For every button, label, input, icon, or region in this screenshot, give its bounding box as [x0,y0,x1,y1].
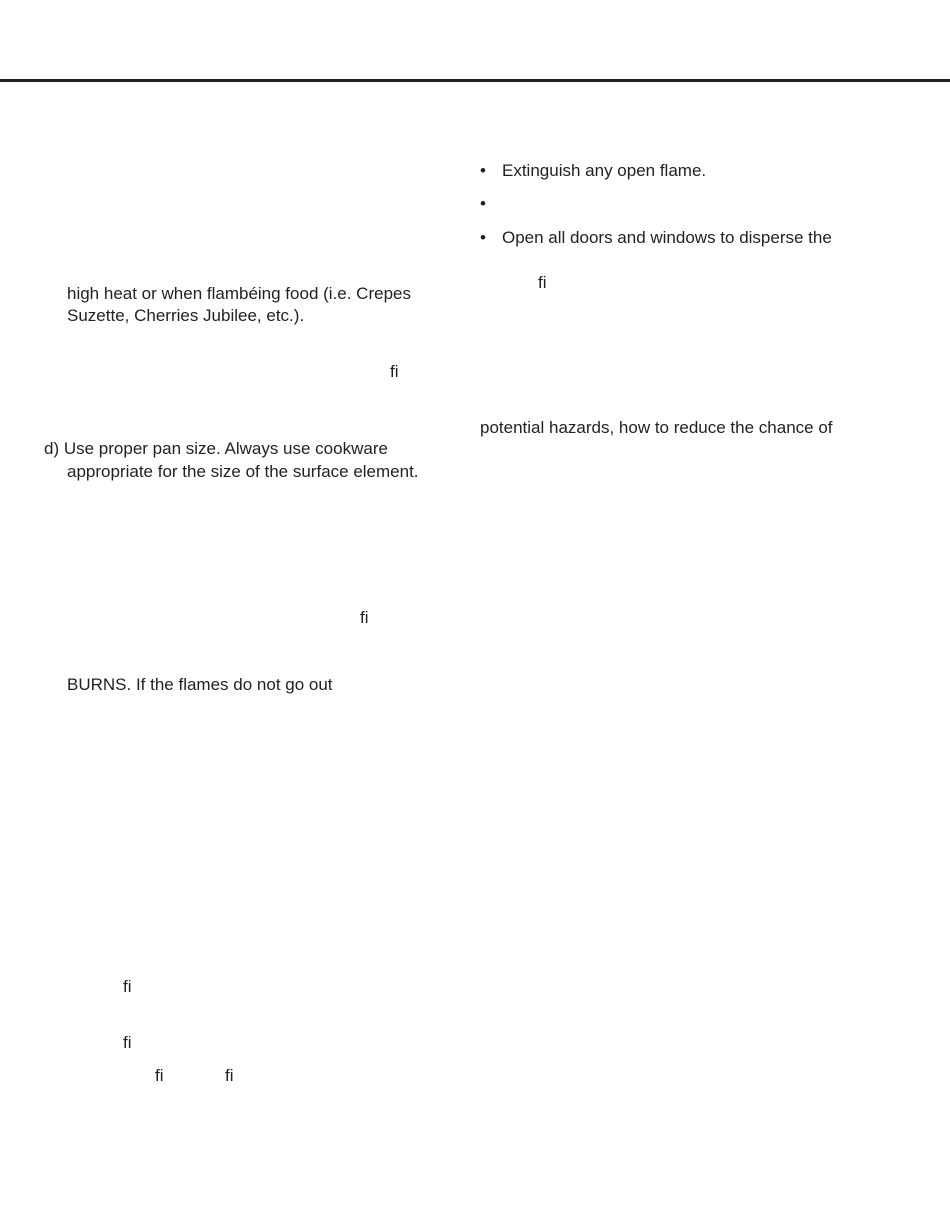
pan-size-text-line-2: appropriate for the size of the surface element. [67,462,419,481]
bullet-text-open-doors: Open all doors and windows to disperse the [502,228,832,247]
ligature-fragment: fi [123,977,132,996]
flambe-text-line-1: high heat or when flambéing food (i.e. Crepes [67,284,411,303]
ligature-fragment: fi [538,273,547,292]
bullet-marker: • [480,228,486,247]
ligature-fragment: fi [390,362,399,381]
bullet-marker: • [480,194,486,213]
hazards-text-line: potential hazards, how to reduce the chance of [480,418,833,437]
bullet-text-extinguish: Extinguish any open flame. [502,161,707,180]
header-rule [0,79,950,82]
pan-size-text-line-1: d) Use proper pan size. Always use cookware [44,439,388,458]
flambe-text-line-2: Suzette, Cherries Jubilee, etc.). [67,306,305,325]
ligature-fragment: fi [123,1033,132,1052]
ligature-fragment: fi [225,1066,234,1085]
ligature-fragment: fi [155,1066,164,1085]
bullet-marker: • [480,161,486,180]
ligature-fragment: fi [360,608,369,627]
burns-text-line: BURNS. If the flames do not go out [67,675,333,694]
